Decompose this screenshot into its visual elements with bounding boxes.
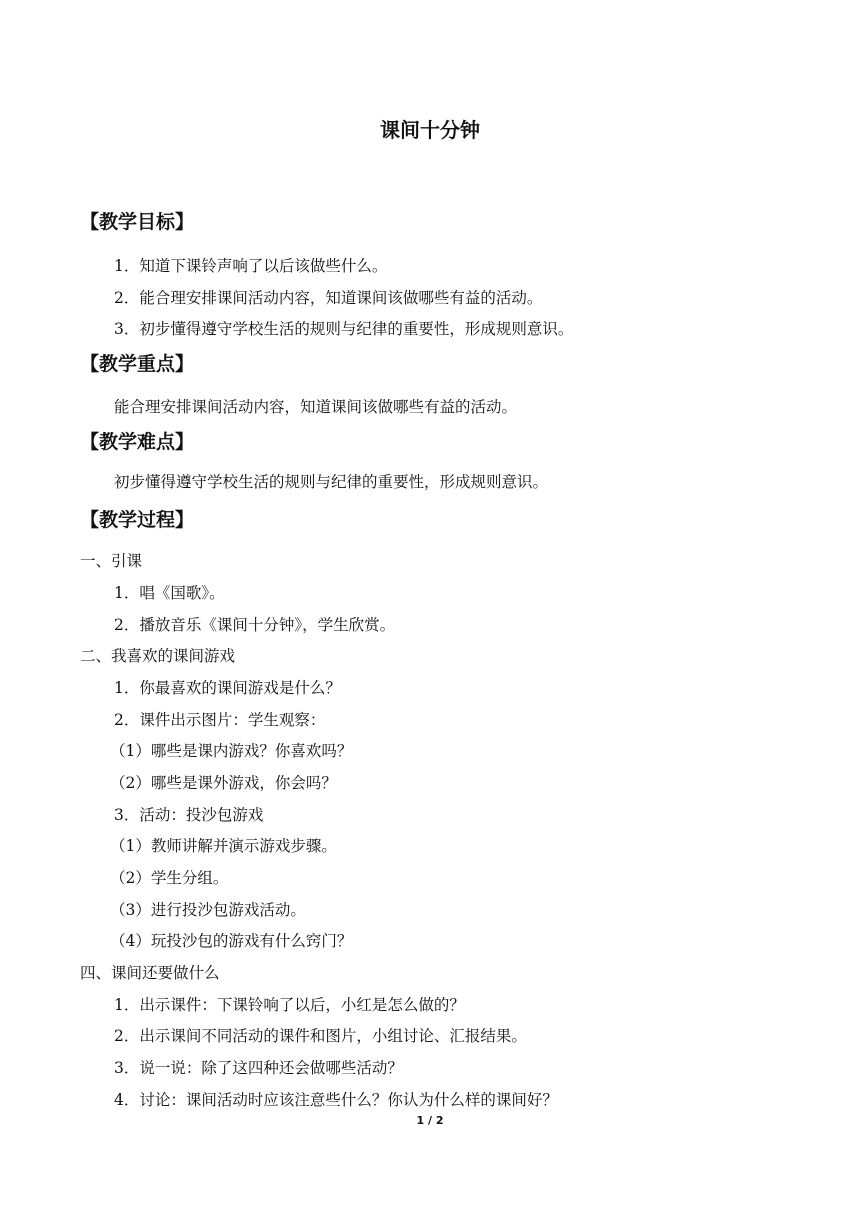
process-line: （2）哪些是课外游戏，你会吗？ <box>110 774 337 792</box>
process-subheading: 一、引课 <box>80 552 143 570</box>
process-line: （1）哪些是课内游戏？你喜欢吗？ <box>110 742 353 760</box>
process-line: （3）进行投沙包游戏活动。 <box>110 901 306 919</box>
process-subheading: 四、课间还要做什么 <box>80 964 220 982</box>
process-line: 3．说一说：除了这四种还会做哪些活动？ <box>114 1059 403 1077</box>
document-title: 课间十分钟 <box>380 118 480 142</box>
process-line: 1．你最喜欢的课间游戏是什么？ <box>114 679 341 697</box>
difficulties-text: 初步懂得遵守学校生活的规则与纪律的重要性，形成规则意识。 <box>114 473 549 491</box>
key-points-text: 能合理安排课间活动内容，知道课间该做哪些有益的活动。 <box>114 398 518 416</box>
process-line: 2．课件出示图片：学生观察： <box>114 711 326 729</box>
process-line: 2．出示课间不同活动的课件和图片，小组讨论、汇报结果。 <box>114 1027 527 1045</box>
section-heading-key-points: 【教学重点】 <box>80 353 195 375</box>
section-heading-goals: 【教学目标】 <box>80 211 195 233</box>
process-line: （1）教师讲解并演示游戏步骤。 <box>110 837 337 855</box>
section-heading-process: 【教学过程】 <box>80 509 195 531</box>
process-line: 1．出示课件：下课铃响了以后，小红是怎么做的？ <box>114 996 465 1014</box>
process-line: （2）学生分组。 <box>110 869 229 887</box>
process-line: 3．活动：投沙包游戏 <box>114 806 264 824</box>
process-line: （4）玩投沙包的游戏有什么窍门？ <box>110 932 353 950</box>
process-line: 4．讨论：课间活动时应该注意些什么？你认为什么样的课间好？ <box>114 1091 558 1109</box>
goal-item: 2．能合理安排课间活动内容，知道课间该做哪些有益的活动。 <box>114 289 543 307</box>
process-subheading: 二、我喜欢的课间游戏 <box>80 647 236 665</box>
section-heading-difficulties: 【教学难点】 <box>80 431 195 453</box>
process-line: 2．播放音乐《课间十分钟》，学生欣赏。 <box>114 616 396 634</box>
process-line: 1．唱《国歌》。 <box>114 584 225 602</box>
goal-item: 1．知道下课铃声响了以后该做些什么。 <box>114 257 388 275</box>
page-number: 1 / 2 <box>416 1114 444 1127</box>
goal-item: 3．初步懂得遵守学校生活的规则与纪律的重要性，形成规则意识。 <box>114 320 574 338</box>
